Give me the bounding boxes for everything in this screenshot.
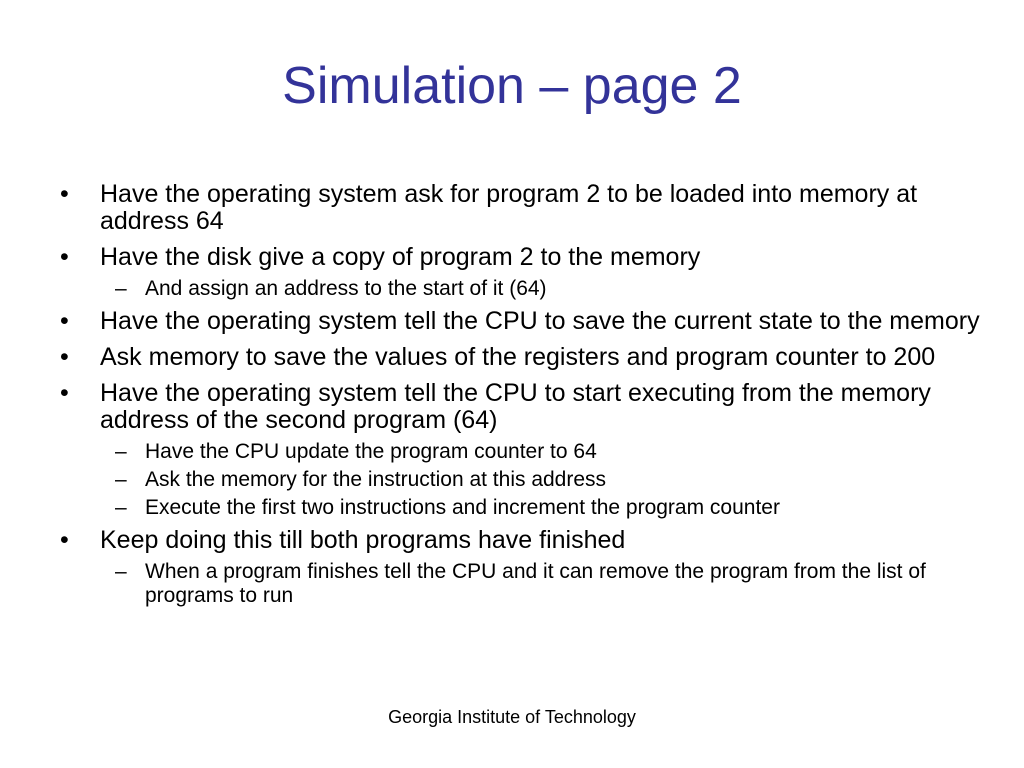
sub-bullet-marker: – <box>115 560 127 583</box>
bullet-marker: • <box>60 180 69 208</box>
sub-bullet-text: Ask the memory for the instruction at this address <box>145 468 607 491</box>
bullet-list <box>60 181 980 615</box>
sub-bullet-text: When a program finishes tell the CPU and it can remove the program from the list of programs to run <box>145 560 926 607</box>
bullet-marker: • <box>60 379 69 407</box>
sub-bullet-item <box>60 277 980 301</box>
sub-bullet-marker: – <box>115 277 127 300</box>
bullet-text: Have the operating system tell the CPU to save the current state to the memory <box>100 307 980 335</box>
bullet-text: Have the operating system tell the CPU to start executing from the memory address of the second program (64) <box>100 379 931 434</box>
sub-bullet-item <box>60 440 980 464</box>
bullet-item <box>60 344 980 371</box>
sub-bullet-text: Have the CPU update the program counter to 64 <box>145 440 597 463</box>
sub-bullet-marker: – <box>115 468 127 491</box>
bullet-text: Have the disk give a copy of program 2 to the memory <box>100 243 701 271</box>
sub-bullet-text: And assign an address to the start of it (64) <box>145 277 547 300</box>
sub-bullet-item <box>60 560 980 608</box>
bullet-item <box>60 181 980 235</box>
bullet-marker: • <box>60 343 69 371</box>
slide-footer: Georgia Institute of Technology <box>388 707 636 727</box>
sub-bullet-item <box>60 496 980 520</box>
bullet-item <box>60 244 980 271</box>
sub-bullet-marker: – <box>115 496 127 519</box>
sub-bullet-marker: – <box>115 440 127 463</box>
bullet-text: Have the operating system ask for program 2 to be loaded into memory at address 64 <box>100 180 918 235</box>
sub-bullet-text: Execute the first two instructions and increment the program counter <box>145 496 780 519</box>
bullet-item <box>60 380 980 434</box>
bullet-marker: • <box>60 307 69 335</box>
bullet-marker: • <box>60 243 69 271</box>
bullet-item <box>60 308 980 335</box>
sub-bullet-item <box>60 468 980 492</box>
bullet-text: Keep doing this till both programs have finished <box>100 526 626 554</box>
bullet-text: Ask memory to save the values of the registers and program counter to 200 <box>100 343 936 371</box>
bullet-item <box>60 527 980 554</box>
bullet-marker: • <box>60 526 69 554</box>
slide-title: Simulation – page 2 <box>282 57 742 115</box>
